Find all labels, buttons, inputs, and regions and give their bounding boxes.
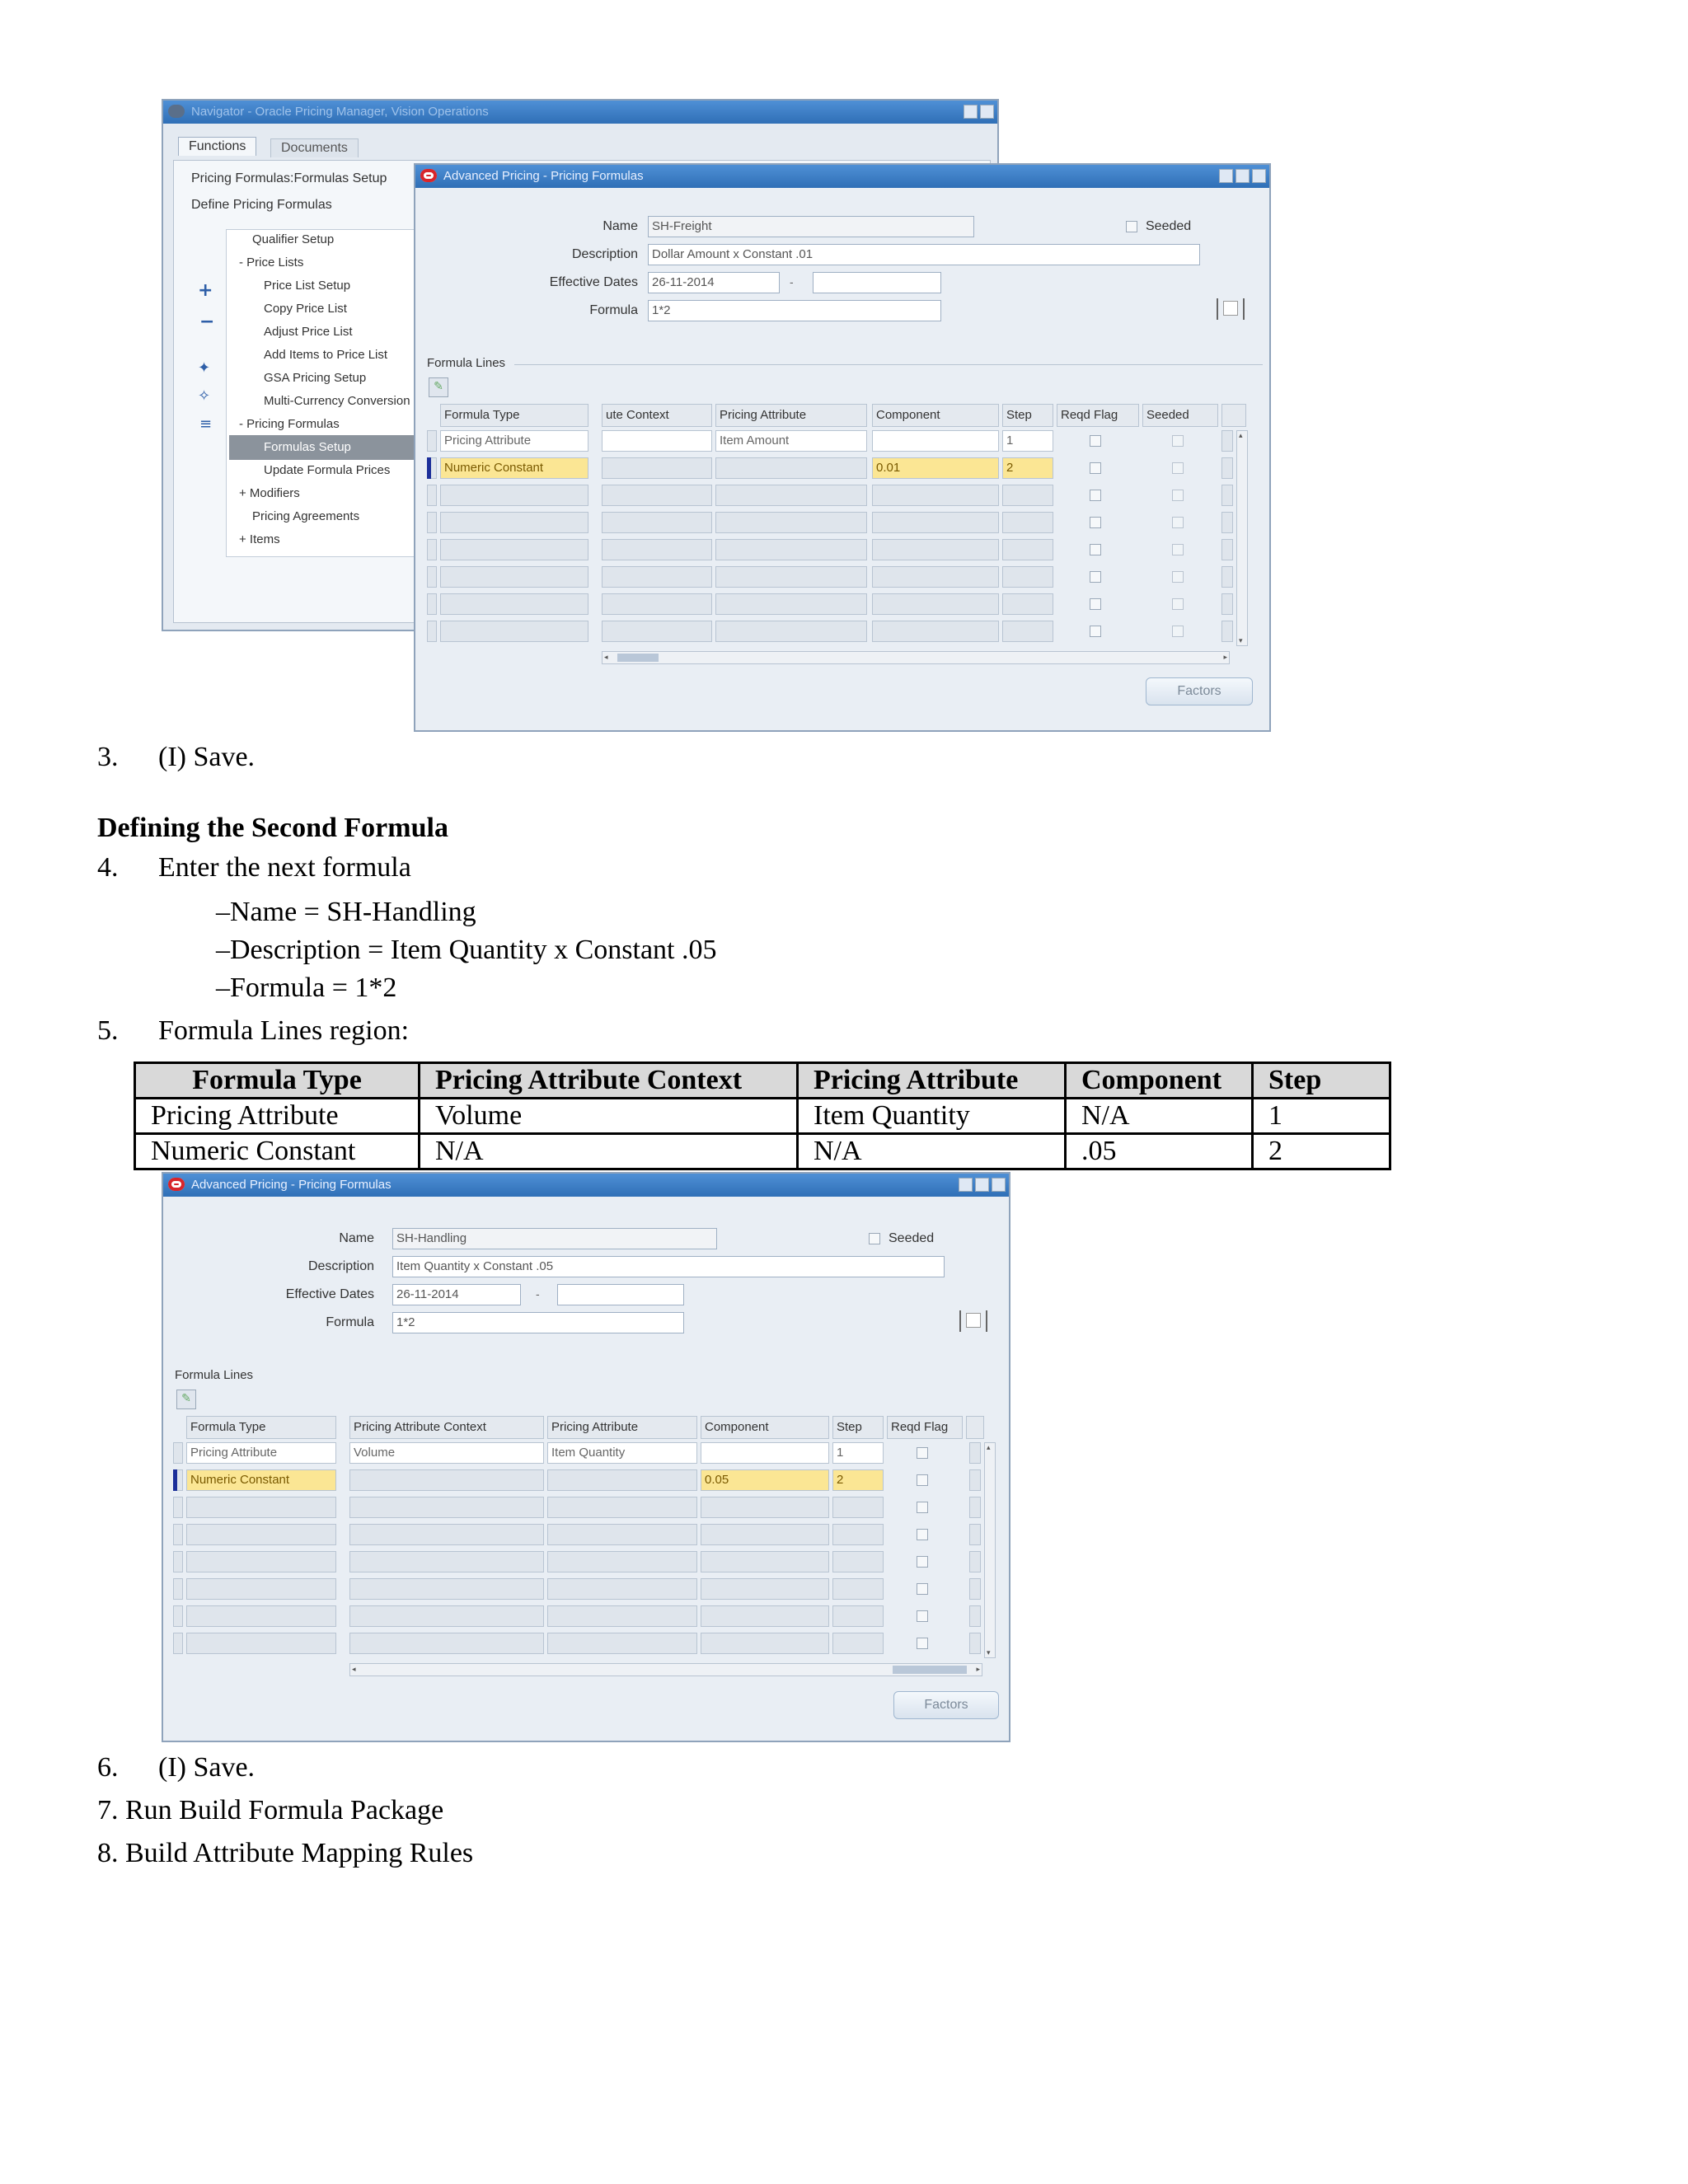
maximize-icon[interactable] [975,1178,989,1192]
table-cell: N/A [420,1134,798,1169]
oracle-logo-icon [168,1178,185,1191]
tree-item[interactable]: Pricing Agreements [252,509,360,523]
description-field[interactable]: Dollar Amount x Constant .01 [648,244,1200,265]
horizontal-scrollbar[interactable]: ◂ ▸ [602,651,1230,664]
reqd-flag-checkbox[interactable] [1090,626,1101,637]
grid-cell[interactable] [715,621,867,642]
step-5-text: Formula Lines region: [158,1015,410,1046]
flex-cell[interactable] [969,1469,981,1491]
reqd-flag-checkbox[interactable] [1090,517,1101,528]
grid-cell[interactable] [715,593,867,615]
flex-cell[interactable] [1221,512,1233,533]
grid-cell[interactable]: Pricing Attribute [440,430,588,452]
grid-cell[interactable]: Numeric Constant [440,457,588,479]
navigator-breadcrumb: Pricing Formulas:Formulas Setup [191,171,387,185]
tree-tool-buttons [198,280,218,445]
grid-cell[interactable] [701,1497,829,1518]
reqd-flag-checkbox[interactable] [917,1638,928,1649]
table-header: Pricing Attribute Context [420,1063,798,1099]
table-cell: .05 [1066,1134,1253,1169]
grid-cell[interactable] [872,430,999,452]
grid-cell[interactable]: Numeric Constant [186,1469,336,1491]
reqd-flag-checkbox[interactable] [1090,490,1101,501]
window-controls [959,1178,1006,1192]
table-cell: Pricing Attribute [135,1099,420,1134]
folder-tool-icon[interactable]: ✎ [429,377,448,397]
grid-cell[interactable] [1002,539,1053,560]
seeded-checkbox[interactable] [1126,221,1137,232]
step-3-number: 3. [97,742,119,772]
row-selector[interactable] [173,1524,183,1545]
seeded-label: Seeded [889,1231,935,1245]
reqd-flag-checkbox[interactable] [917,1474,928,1486]
step-4-number: 4. [97,852,119,883]
grid-cell[interactable] [547,1497,697,1518]
reqd-flag-checkbox[interactable] [917,1447,928,1459]
minimize-icon[interactable] [959,1178,973,1192]
table-row [135,1099,1390,1134]
flex-cell[interactable] [969,1442,981,1464]
tree-item[interactable]: - Pricing Formulas [239,417,340,431]
formula-lines-separator [514,364,1263,365]
col-formula-type[interactable]: Formula Type [186,1416,336,1439]
row-selector[interactable] [427,539,437,560]
date-dash: - [790,275,794,288]
table-cell: 2 [1253,1134,1390,1169]
grid-cell[interactable] [1002,593,1053,615]
grid-cell[interactable] [872,593,999,615]
minimize-icon[interactable] [964,105,978,119]
navigator-titlebar [163,101,997,124]
current-row-marker [427,457,431,479]
grid-cell[interactable] [186,1551,336,1572]
grid-cell[interactable] [602,430,712,452]
grid-cell[interactable]: 0.01 [872,457,999,479]
minimize-icon[interactable] [1219,169,1233,183]
effective-date-from[interactable]: 26-11-2014 [648,272,780,293]
row-selector[interactable] [173,1497,183,1518]
step-6-text: (I) Save. [158,1752,256,1783]
name-label: Name [339,1231,374,1245]
section-heading: Defining the Second Formula [97,813,448,843]
form2-title: Advanced Pricing - Pricing Formulas [191,1178,392,1192]
grid-cell[interactable]: Item Amount [715,430,867,452]
col-flex[interactable] [966,1416,984,1439]
flex-cell[interactable] [969,1578,981,1600]
grid-cell[interactable] [715,566,867,588]
grid-cell[interactable] [872,539,999,560]
row-selector[interactable] [427,512,437,533]
vertical-scrollbar[interactable]: ▴ ▾ [984,1442,996,1658]
grid-cell[interactable] [1002,485,1053,506]
table-cell: N/A [798,1134,1066,1169]
formula-label: Formula [589,303,638,317]
expand-icon[interactable]: + [198,280,213,301]
bullet-description: –Description = Item Quantity x Constant .05 [216,935,717,965]
name-label: Name [603,219,638,233]
effective-date-to[interactable] [557,1284,684,1305]
grid-cell[interactable] [440,621,588,642]
grid-cell[interactable]: 2 [832,1469,884,1491]
reqd-flag-checkbox[interactable] [1090,435,1101,447]
factors-button[interactable]: Factors [893,1691,999,1719]
maximize-icon[interactable] [1236,169,1250,183]
grid-cell[interactable] [872,512,999,533]
grid-cell[interactable] [440,539,588,560]
reqd-flag-checkbox[interactable] [1090,544,1101,555]
current-row-marker [173,1469,177,1491]
col-step[interactable]: Step [832,1416,884,1439]
table-header: Step [1253,1063,1390,1099]
flex-cell[interactable] [1221,485,1233,506]
grid-cell[interactable] [715,512,867,533]
reqd-flag-checkbox[interactable] [917,1556,928,1568]
reqd-flag-checkbox[interactable] [917,1502,928,1513]
oracle-logo-icon [168,105,185,118]
col-formula-type[interactable]: Formula Type [440,404,588,427]
reqd-flag-checkbox[interactable] [917,1610,928,1622]
horizontal-scrollbar[interactable]: ◂ ▸ [349,1663,982,1676]
row-selector[interactable] [427,621,437,642]
grid-cell[interactable] [701,1605,829,1627]
col-step[interactable]: Step [1002,404,1053,427]
flex-cell[interactable] [969,1524,981,1545]
formula-field[interactable]: 1*2 [392,1312,684,1333]
name-field[interactable]: SH-Handling [392,1228,717,1249]
grid-cell[interactable] [872,485,999,506]
grid-cell[interactable] [602,621,712,642]
grid-cell[interactable] [872,621,999,642]
flex-cell[interactable] [969,1497,981,1518]
row-selector[interactable] [173,1633,183,1654]
form1-titlebar [415,165,1269,188]
flex-cell[interactable] [1221,539,1233,560]
flex-cell[interactable] [1221,593,1233,615]
grid-cell[interactable]: Pricing Attribute [186,1442,336,1464]
tree-item[interactable]: Price List Setup [264,279,351,293]
grid-cell[interactable]: Volume [349,1442,544,1464]
row-selector[interactable] [173,1605,183,1627]
navigator-heading: Define Pricing Formulas [191,198,332,212]
grid-cell[interactable] [186,1605,336,1627]
grid-cell[interactable] [1002,566,1053,588]
grid-cell[interactable] [547,1605,697,1627]
grid-cell[interactable]: 2 [1002,457,1053,479]
step-7: 7. Run Build Formula Package [97,1795,444,1825]
factors-button[interactable]: Factors [1146,677,1253,705]
grid-cell[interactable] [832,1551,884,1572]
grid-cell[interactable] [602,512,712,533]
col-reqd-flag[interactable]: Reqd Flag [887,1416,963,1439]
grid-cell[interactable] [547,1633,697,1654]
row-selector[interactable] [427,566,437,588]
seeded-checkbox[interactable] [1172,544,1184,555]
oracle-logo-icon [420,169,437,182]
grid-cell[interactable] [832,1497,884,1518]
table-cell: N/A [1066,1099,1253,1134]
seeded-checkbox[interactable] [1172,490,1184,501]
reqd-flag-checkbox[interactable] [917,1583,928,1595]
descriptive-flexfield-bracket[interactable] [959,1310,987,1332]
grid-cell[interactable] [547,1524,697,1545]
tab-documents[interactable]: Documents [270,138,359,157]
grid-cell[interactable] [701,1524,829,1545]
formula-lines-label: Formula Lines [427,356,506,370]
grid-cell[interactable] [440,485,588,506]
step-5-number: 5. [97,1015,119,1046]
name-field[interactable]: SH-Freight [648,216,974,237]
step-8: 8. Build Attribute Mapping Rules [97,1838,474,1868]
step-3-text: (I) Save. [158,742,256,772]
grid-cell[interactable] [349,1551,544,1572]
grid-cell[interactable] [349,1469,544,1491]
grid-cell[interactable] [715,457,867,479]
col-pricing-attribute[interactable]: Pricing Attribute [715,404,867,427]
navigator-title: Navigator - Oracle Pricing Manager, Vision Operations [191,105,489,119]
grid-cell[interactable] [349,1497,544,1518]
seeded-checkbox[interactable] [1172,462,1184,474]
grid-cell[interactable]: 1 [832,1442,884,1464]
grid-cell[interactable] [832,1524,884,1545]
grid-cell[interactable] [349,1578,544,1600]
bullet-formula: –Formula = 1*2 [216,972,397,1003]
grid-cell[interactable] [701,1551,829,1572]
tree-item[interactable]: Adjust Price List [264,325,353,339]
tree-item[interactable]: Add Items to Price List [264,348,388,362]
effective-dates-label: Effective Dates [549,275,638,289]
table-header: Pricing Attribute [798,1063,1066,1099]
grid-cell[interactable] [349,1605,544,1627]
effective-date-to[interactable] [813,272,941,293]
row-selector[interactable] [173,1442,183,1464]
flex-cell[interactable] [969,1605,981,1627]
row-selector[interactable] [427,430,437,452]
tree-item[interactable]: Copy Price List [264,302,347,316]
grid-cell[interactable] [440,566,588,588]
grid-cell[interactable] [440,512,588,533]
grid-cell[interactable] [547,1578,697,1600]
table-header: Formula Type [135,1063,420,1099]
reqd-flag-checkbox[interactable] [1090,598,1101,610]
tree-item[interactable]: + Items [239,532,280,546]
date-dash: - [536,1287,540,1301]
col-component[interactable]: Component [701,1416,829,1439]
grid-cell[interactable] [440,593,588,615]
form2-titlebar [163,1174,1009,1197]
folder-tool-icon[interactable]: ✎ [176,1390,196,1409]
tab-functions[interactable]: Functions [178,137,256,156]
flex-cell[interactable] [969,1633,981,1654]
grid-cell[interactable]: 1 [1002,430,1053,452]
tree-item[interactable]: + Modifiers [239,486,300,500]
window-controls [964,105,994,119]
grid-cell[interactable] [832,1605,884,1627]
grid-cell[interactable] [1002,512,1053,533]
grid-cell[interactable] [602,457,712,479]
collapse-all-icon[interactable]: ≡ [199,415,213,433]
col-reqd-flag[interactable]: Reqd Flag [1057,404,1139,427]
reqd-flag-checkbox[interactable] [1090,571,1101,583]
grid-cell[interactable] [602,566,712,588]
grid-cell[interactable] [602,593,712,615]
grid-cell[interactable] [1002,621,1053,642]
col-pricing-attribute-context[interactable]: Pricing Attribute Context [349,1416,544,1439]
reqd-flag-checkbox[interactable] [1090,462,1101,474]
close-icon[interactable] [992,1178,1006,1192]
row-selector[interactable] [427,593,437,615]
grid-cell[interactable] [186,1578,336,1600]
tree-item[interactable]: Qualifier Setup [252,232,335,246]
table-header-row [135,1063,1390,1099]
flex-cell[interactable] [1221,566,1233,588]
seeded-checkbox[interactable] [1172,517,1184,528]
grid-cell[interactable] [547,1551,697,1572]
tree-item[interactable]: Update Formula Prices [264,463,391,477]
descriptive-flexfield-bracket[interactable] [1217,298,1245,320]
grid-cell[interactable] [701,1442,829,1464]
table-cell: Numeric Constant [135,1134,420,1169]
description-label: Description [571,247,638,261]
collapse-icon[interactable]: − [199,312,215,332]
table-row [135,1134,1390,1169]
row-selector[interactable] [173,1578,183,1600]
expand-all-icon[interactable]: ✧ [198,387,211,405]
grid-cell[interactable] [701,1633,829,1654]
form1-title: Advanced Pricing - Pricing Formulas [443,169,644,183]
table-cell: Volume [420,1099,798,1134]
seeded-label: Seeded [1146,219,1192,233]
pricing-formula-window-2 [162,1172,1010,1742]
flex-cell[interactable] [1221,621,1233,642]
bullet-name: –Name = SH-Handling [216,897,476,927]
expand-branch-icon[interactable]: ✦ [198,359,211,377]
row-selector[interactable] [173,1551,183,1572]
formula-lines-label: Formula Lines [175,1368,254,1382]
grid-cell[interactable] [186,1633,336,1654]
formula-lines-table [134,1062,1391,1170]
table-header: Component [1066,1063,1253,1099]
seeded-checkbox[interactable] [1172,571,1184,583]
table-cell: Item Quantity [798,1099,1066,1134]
grid-cell[interactable] [349,1524,544,1545]
grid-cell[interactable] [832,1578,884,1600]
tree-item[interactable]: Multi-Currency Conversion [264,394,410,408]
flex-cell[interactable] [969,1551,981,1572]
grid-cell[interactable] [602,539,712,560]
tree-item[interactable]: GSA Pricing Setup [264,371,367,385]
formula-field[interactable]: 1*2 [648,300,941,321]
row-selector[interactable] [427,485,437,506]
tree-item-selected[interactable]: Formulas Setup [264,440,351,454]
description-field[interactable]: Item Quantity x Constant .05 [392,1256,945,1277]
window-controls [1219,169,1266,183]
grid-cell[interactable] [547,1469,697,1491]
step-4-text: Enter the next formula [158,852,411,883]
tree-item[interactable]: - Price Lists [239,255,304,269]
col-component[interactable]: Component [872,404,999,427]
col-attribute-context[interactable]: ute Context [602,404,712,427]
grid-cell[interactable] [186,1497,336,1518]
description-label: Description [307,1259,374,1273]
pricing-formula-window-1 [414,163,1271,732]
step-6-number: 6. [97,1752,119,1783]
flex-cell[interactable] [1221,457,1233,479]
formula-label: Formula [326,1315,374,1329]
col-pricing-attribute[interactable]: Pricing Attribute [547,1416,697,1439]
close-icon[interactable] [980,105,994,119]
grid-cell[interactable] [701,1578,829,1600]
flex-cell[interactable] [1221,430,1233,452]
reqd-flag-checkbox[interactable] [917,1529,928,1540]
grid-cell[interactable]: Item Quantity [547,1442,697,1464]
col-flex[interactable] [1221,404,1246,427]
table-cell: 1 [1253,1099,1390,1134]
seeded-checkbox[interactable] [1172,626,1184,637]
effective-date-from[interactable]: 26-11-2014 [392,1284,521,1305]
seeded-checkbox[interactable] [869,1233,880,1244]
grid-cell[interactable] [602,485,712,506]
close-icon[interactable] [1252,169,1266,183]
grid-cell[interactable]: 0.05 [701,1469,829,1491]
grid-cell[interactable] [349,1633,544,1654]
col-seeded[interactable]: Seeded [1142,404,1218,427]
grid-cell[interactable] [186,1524,336,1545]
grid-cell[interactable] [872,566,999,588]
seeded-checkbox[interactable] [1172,598,1184,610]
vertical-scrollbar[interactable]: ▴ ▾ [1236,430,1248,646]
grid-cell[interactable] [832,1633,884,1654]
effective-dates-label: Effective Dates [285,1287,374,1301]
grid-cell[interactable] [715,539,867,560]
grid-cell[interactable] [715,485,867,506]
seeded-checkbox[interactable] [1172,435,1184,447]
